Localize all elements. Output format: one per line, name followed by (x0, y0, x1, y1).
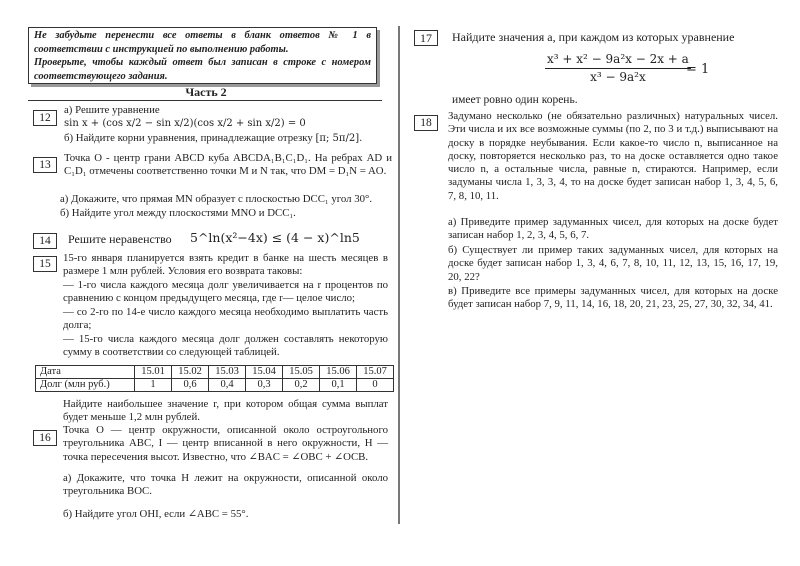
problem-15-condition-2: — со 2-го по 14-е число каждого месяца необходимо выплатить часть долга; (63, 306, 388, 332)
problem-14-number: 14 (33, 233, 57, 249)
debt-table-date-cell: 15.07 (357, 366, 394, 379)
problem-15-number: 15 (33, 256, 57, 272)
problem-18-c: в) Приведите все примеры задуманных чисел, для которых на доске будет записан набор 7, 9, 11, 14, 16, 18, 20, 21, 23, 25, 27, 30, 32, 34, 41. (448, 285, 778, 311)
problem-13-text: Точка O - центр грани ABCD куба ABCDA₁B₁C₁D₁. На ребрах AD и C₁D₁ отмечены соответственно точки M и N так, что DM = D₁N = AO. (64, 152, 392, 178)
problem-16-a: а) Докажите, что точка H лежит на окружности, описанной около треугольника BOC. (63, 472, 388, 498)
problem-14-inequality: 5^ln(x²−4x) ≤ (4 − x)^ln5 (190, 230, 360, 245)
problem-13-a: а) Докажите, что прямая MN образует с плоскостью DCC₁ угол 30°. (60, 193, 373, 205)
debt-table-header-debt: Долг (млн руб.) (36, 379, 135, 392)
debt-table-debt-cell: 0,1 (320, 379, 357, 392)
debt-table-header-date: Дата (36, 366, 135, 379)
problem-18-a: а) Приведите пример задуманных чисел, для которых на доске будет записан набор 1, 2, 3, 4, 5, 6, 7. (448, 216, 778, 242)
problem-18-number: 18 (414, 115, 438, 131)
problem-17-tail: имеет ровно один корень. (452, 94, 578, 106)
problem-17-fraction (545, 52, 691, 85)
debt-table-date-cell: 15.01 (135, 366, 172, 379)
problem-17-numerator: x³ + x² − 9a²x − 2x + a (545, 52, 691, 69)
problem-15-condition-1: — 1-го числа каждого месяца долг увеличивается на r процентов по сравнению с концом предыдущего месяца, где r— целое число; (63, 279, 388, 305)
problem-17-number: 17 (414, 30, 438, 46)
problem-15-condition-3: — 15-го числа каждого месяца долг должен составлять некоторую сумму в соответствии со следующей таблицей. (63, 333, 388, 359)
notice-line-2: Проверьте, чтобы каждый ответ был записан в строке с номером соответствующего задания. (34, 57, 371, 82)
problem-15-intro: 15-го января планируется взять кредит в банке на шесть месяцев в размере 1 млн рублей. Условия его возврата таковы: (63, 252, 388, 278)
debt-table-debt-cell: 0 (357, 379, 394, 392)
problem-14-prefix: Решите неравенство (68, 232, 172, 246)
problem-17-rhs: = 1 (686, 62, 710, 77)
problem-12-a-equation: sin x + (cos x/2 − sin x/2)(cos x/2 + sin x/2) = 0 (64, 118, 306, 129)
debt-table-debt-cell: 0,3 (246, 379, 283, 392)
problem-17-text: Найдите значения a, при каждом из которых уравнение (452, 30, 735, 44)
debt-table-date-cell: 15.05 (283, 366, 320, 379)
problem-16-text: Точка O — центр окружности, описанной около остроугольного треугольника ABC, I — центр вписанной в него окружности, H — точка пересечения высот. Известно, что ∠BAC = ∠OBC + ∠OCB. (63, 424, 388, 463)
problem-12-number: 12 (33, 110, 57, 126)
problem-15-question: Найдите наибольшее значение r, при котором общая сумма выплат будет меньше 1,2 млн рублей. (63, 398, 388, 424)
problem-18-text: Задумано несколько (не обязательно различных) натуральных чисел. Эти числа и их все возможные суммы (по 2, по 3 и т.д.) выписывают на доску в порядке неубывания. Если какое-то число n, выписанное на доску, повторяется несколько раз, то на доске оставляется одно такое число n, а остальные числа, равные n, стираются. Например, если задуманы числа 1, 3, 3, 4, то на доске будет записан набор 1, 3, 4, 5, 6, 7, 8, 10, 11. (448, 110, 778, 202)
problem-12-a (64, 104, 394, 130)
debt-table-debt-cell: 0,4 (209, 379, 246, 392)
notice-box (28, 27, 377, 84)
column-divider (398, 26, 400, 524)
problem-16-number: 16 (33, 430, 57, 446)
debt-table-date-cell: 15.04 (246, 366, 283, 379)
debt-table-date-cell: 15.02 (172, 366, 209, 379)
debt-table (35, 365, 394, 392)
problem-12-b (64, 132, 394, 145)
problem-12-b-text: б) Найдите корни уравнения, принадлежащие отрезку (64, 132, 313, 144)
problem-13-b: б) Найдите угол между плоскостями MNO и DCC₁. (60, 207, 296, 219)
problem-13-number: 13 (33, 157, 57, 173)
debt-table-debt-cell: 1 (135, 379, 172, 392)
part-divider (28, 100, 382, 101)
problem-17-denominator: x³ − 9a²x (590, 70, 646, 84)
debt-table-row-dates (36, 366, 394, 379)
part-title: Часть 2 (185, 85, 227, 99)
problem-12-b-interval: [π; 5π/2]. (315, 133, 363, 144)
problem-12-a-prefix: а) Решите уравнение (64, 104, 160, 116)
problem-18-b: б) Существует ли пример таких задуманных чисел, для которых на доске будет записан набор 1, 3, 4, 6, 7, 8, 10, 11, 12, 13, 15, 16, 17, 19, 20, 22? (448, 244, 778, 283)
debt-table-date-cell: 15.03 (209, 366, 246, 379)
problem-16-b: б) Найдите угол OHI, если ∠ABC = 55°. (63, 508, 249, 520)
debt-table-row-debts (36, 379, 394, 392)
notice-line-1: Не забудьте перенести все ответы в бланк ответов № 1 в соответствии с инструкцией по выполнению работы. (34, 30, 371, 55)
debt-table-date-cell: 15.06 (320, 366, 357, 379)
debt-table-debt-cell: 0,2 (283, 379, 320, 392)
debt-table-debt-cell: 0,6 (172, 379, 209, 392)
